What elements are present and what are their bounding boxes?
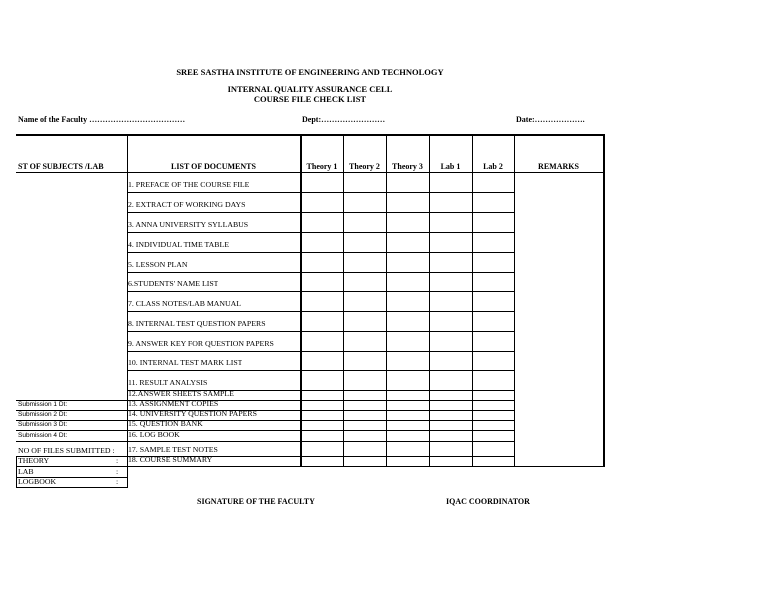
table-rule	[127, 390, 514, 391]
document-item: 8. INTERNAL TEST QUESTION PAPERS	[128, 320, 266, 328]
document-item: 15. QUESTION BANK	[128, 420, 203, 428]
document-item: 18. COURSE SUMMARY	[128, 456, 213, 464]
header-lab-1: Lab 1	[440, 162, 461, 171]
table-rule	[127, 456, 514, 457]
table-rule	[301, 134, 302, 467]
table-rule	[603, 134, 605, 467]
faculty-signature: SIGNATURE OF THE FACULTY	[197, 497, 315, 506]
table-rule	[16, 441, 127, 442]
document-item: 2. EXTRACT OF WORKING DAYS	[128, 201, 246, 209]
table-rule	[127, 400, 514, 401]
table-rule	[127, 232, 514, 233]
table-rule	[127, 351, 514, 352]
cell-title: INTERNAL QUALITY ASSURANCE CELL	[227, 84, 393, 94]
table-rule	[16, 456, 127, 457]
document-item: 7. CLASS NOTES/LAB MANUAL	[128, 300, 242, 308]
table-rule	[472, 134, 473, 467]
table-rule	[127, 134, 128, 488]
date-field: Date:……………….	[516, 115, 585, 124]
document-title: COURSE FILE CHECK LIST	[253, 94, 367, 104]
table-rule	[127, 291, 514, 292]
submission-date-3: Submission 3 Dt:	[18, 421, 68, 428]
table-rule	[127, 272, 514, 273]
table-rule	[16, 410, 127, 411]
document-item: 12.ANSWER SHEETS SAMPLE	[128, 390, 234, 398]
table-rule	[127, 252, 514, 253]
table-rule	[16, 400, 127, 401]
faculty-name-field: Name of the Faculty ………………………………	[18, 115, 186, 124]
theory-label: THEORY	[18, 456, 50, 465]
table-rule	[127, 420, 514, 421]
table-rule	[16, 430, 127, 431]
dept-field: Dept:……………………	[302, 115, 386, 124]
submission-date-4: Submission 4 Dt:	[18, 432, 68, 439]
table-rule	[127, 370, 514, 371]
table-rule	[16, 456, 17, 488]
iqac-coordinator: IQAC COORDINATOR	[446, 497, 530, 506]
document-item: 13. ASSIGNMENT COPIES	[128, 400, 219, 408]
header-theory-3: Theory 3	[392, 162, 423, 171]
logbook-colon: :	[116, 477, 119, 486]
table-rule	[429, 134, 430, 467]
table-rule	[16, 420, 127, 421]
table-rule	[127, 192, 514, 193]
header-remarks: REMARKS	[538, 162, 579, 171]
document-item: 14. UNIVERSITY QUESTION PAPERS	[128, 410, 257, 418]
document-item: 5. LESSON PLAN	[128, 261, 188, 269]
document-item: 16. LOG BOOK	[128, 431, 180, 439]
submission-date-2: Submission 2 Dt:	[18, 411, 68, 418]
table-rule	[127, 212, 514, 213]
table-rule	[343, 134, 344, 467]
logbook-label: LOGBOOK	[18, 477, 57, 486]
header-list-of-documents: LIST OF DOCUMENTS	[171, 162, 256, 171]
table-rule	[16, 487, 127, 488]
theory-colon: :	[116, 456, 119, 465]
table-rule	[127, 410, 514, 411]
submission-date-1: Submission 1 Dt:	[18, 401, 68, 408]
lab-label: LAB	[18, 467, 34, 476]
document-item: 6.STUDENTS' NAME LIST	[128, 280, 219, 288]
header-theory-1: Theory 1	[306, 162, 338, 171]
lab-colon: :	[116, 467, 119, 476]
table-rule	[16, 477, 127, 478]
header-theory-2: Theory 2	[349, 162, 380, 171]
document-item: 11. RESULT ANALYSIS	[128, 379, 208, 387]
document-item: 9. ANSWER KEY FOR QUESTION PAPERS	[128, 340, 274, 348]
table-rule	[127, 331, 514, 332]
document-item: 17. SAMPLE TEST NOTES	[128, 446, 218, 454]
table-rule	[514, 134, 515, 467]
table-rule	[127, 311, 514, 312]
header-lab-2: Lab 2	[483, 162, 503, 171]
document-item: 1. PREFACE OF THE COURSE FILE	[128, 181, 250, 189]
table-rule	[386, 134, 387, 467]
institute-name: SREE SASTHA INSTITUTE OF ENGINEERING AND TECHNOLOGY	[176, 67, 444, 77]
document-item: 10. INTERNAL TEST MARK LIST	[128, 359, 243, 367]
table-rule	[127, 430, 514, 431]
document-item: 4. INDIVIDUAL TIME TABLE	[128, 241, 230, 249]
document-item: 3. ANNA UNIVERSITY SYLLABUS	[128, 221, 249, 229]
files-submitted-label: NO OF FILES SUBMITTED :	[18, 446, 115, 455]
table-rule	[127, 441, 514, 442]
table-rule	[300, 134, 301, 467]
header-subjects-lab: ST OF SUBJECTS /LAB	[18, 162, 104, 171]
